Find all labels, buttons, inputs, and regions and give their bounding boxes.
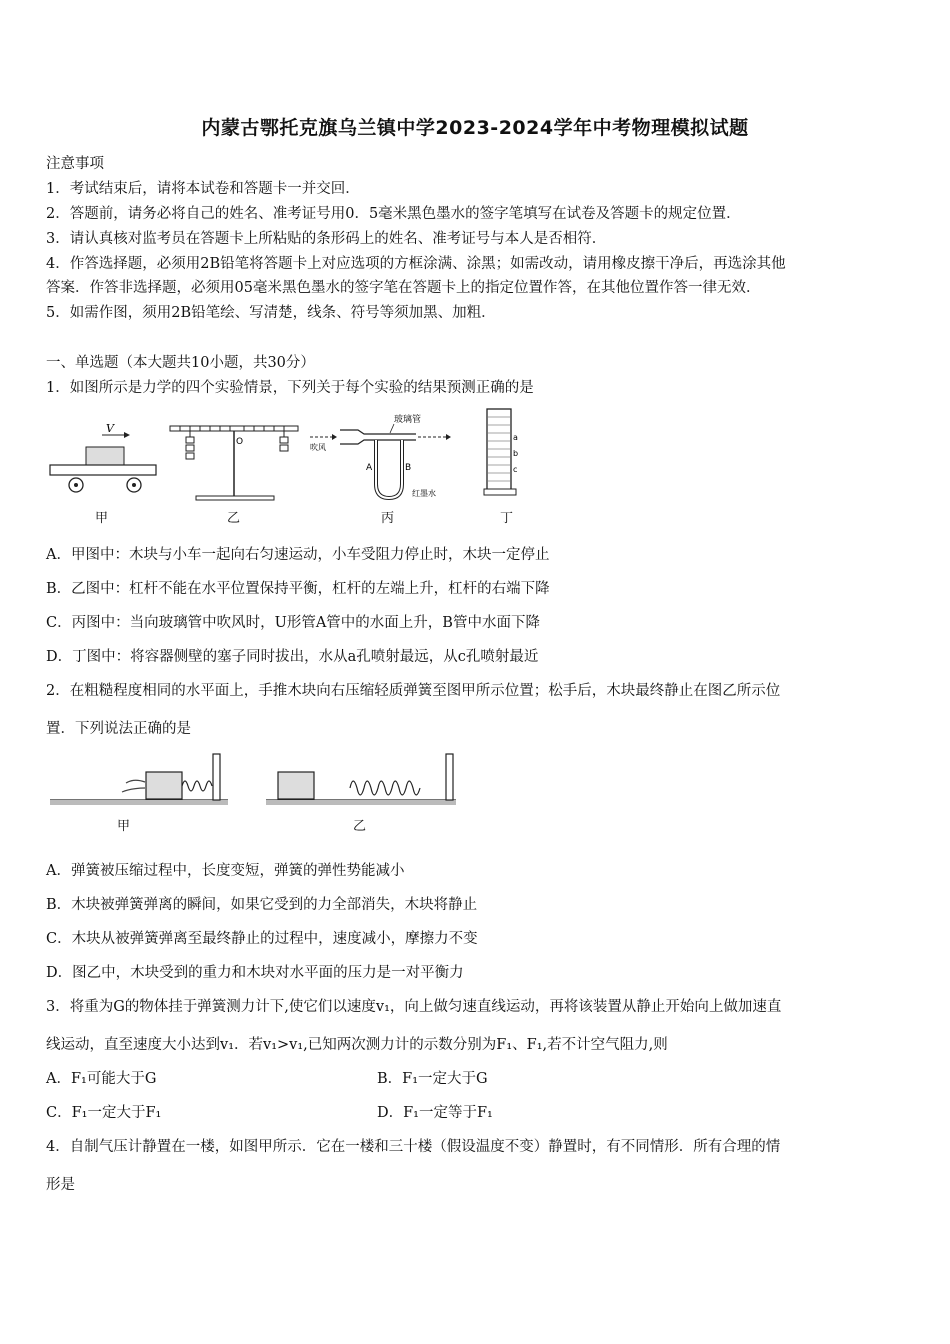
hole-c-label: c: [513, 465, 518, 474]
tube-b-label: B: [405, 463, 412, 473]
figure-label-ding: 丁: [500, 511, 514, 526]
hole-a-label: a: [513, 433, 518, 442]
note-item: 答案．作答非选择题，必须用05毫米黑色墨水的签字笔在答题卡上的指定位置作答，在其他位置作答一律无效．: [46, 280, 761, 296]
notes-heading: 注意事项: [46, 156, 104, 172]
figure-spring: [48, 748, 458, 810]
note-item: 4．作答选择题，必须用2B铅笔将答题卡上对应选项的方框涂满、涂黑；如需改动，请用橡皮擦干净后，再选涂其他: [46, 256, 786, 272]
q3-option-b: B．F₁一定大于G: [377, 1071, 488, 1087]
question-1-stem: 1．如图所示是力学的四个实验情景，下列关于每个实验的结果预测正确的是: [46, 380, 534, 396]
pivot-label: O: [236, 437, 244, 447]
figure-container: [480, 405, 530, 500]
figure-lever: [166, 404, 302, 504]
glass-tube-label: 玻璃管: [394, 415, 422, 425]
q2-option-c: C．木块从被弹簧弹离至最终静止的过程中，速度减小，摩擦力不变: [46, 931, 478, 947]
q2-option-b: B．木块被弹簧弹离的瞬间，如果它受到的力全部消失，木块将静止: [46, 897, 478, 913]
page-title: 内蒙古鄂托克旗乌兰镇中学2023-2024学年中考物理模拟试题: [201, 117, 749, 139]
tube-a-label: A: [366, 463, 373, 473]
q2-option-a: A．弹簧被压缩过程中，长度变短，弹簧的弹性势能减小: [46, 863, 405, 879]
question-3-stem: 3．将重为G的物体挂于弹簧测力计下,使它们以速度v₁，向上做匀速直线运动，再将该装置从静止开始向上做加速直: [46, 999, 782, 1015]
question-3-stem-cont: 线运动，直至速度大小达到v₁．若v₁>v₁,已知两次测力计的示数分别为F₁、F₁,若不计空气阻力,则: [46, 1037, 668, 1053]
figure-label-yi: 乙: [227, 511, 241, 526]
note-item: 3．请认真核对监考员在答题卡上所粘贴的条形码上的姓名、准考证号与本人是否相符．: [46, 231, 607, 247]
q2-option-d: D．图乙中，木块受到的重力和木块对水平面的压力是一对平衡力: [46, 965, 464, 981]
figure-u-tube: [306, 404, 456, 504]
figure-cart: [44, 405, 164, 497]
q3-option-a: A．F₁可能大于G: [46, 1071, 157, 1087]
q1-option-a: A．甲图中：木块与小车一起向右匀速运动，小车受阻力停止时，木块一定停止: [46, 547, 550, 563]
figure-label-yi-2: 乙: [353, 819, 367, 834]
question-4-stem: 4．自制气压计静置在一楼，如图甲所示．它在一楼和三十楼（假设温度不变）静置时，有不同情形．所有合理的情: [46, 1139, 781, 1155]
note-item: 1．考试结束后，请将本试卷和答题卡一并交回．: [46, 181, 360, 197]
hole-b-label: b: [513, 449, 519, 458]
question-2-stem-cont: 置．下列说法正确的是: [46, 721, 191, 737]
question-4-stem-cont: 形是: [46, 1177, 75, 1193]
q3-option-c: C．F₁一定大于F₁: [46, 1105, 162, 1121]
figure-label-jia-2: 甲: [117, 819, 131, 834]
figure-label-jia: 甲: [95, 511, 109, 526]
note-item: 5．如需作图，须用2B铅笔绘、写清楚，线条、符号等须加黑、加粗．: [46, 305, 496, 321]
figure-label-bing: 丙: [381, 511, 395, 526]
blow-label: 吹风: [310, 443, 326, 452]
question-2-stem: 2．在粗糙程度相同的水平面上，手推木块向右压缩轻质弹簧至图甲所示位置；松手后，木块最终静止在图乙所示位: [46, 683, 781, 699]
q1-option-c: C．丙图中：当向玻璃管中吹风时，U形管A管中的水面上升，B管中水面下降: [46, 615, 540, 631]
ink-label: 红墨水: [412, 489, 436, 498]
q1-option-d: D．丁图中：将容器侧壁的塞子同时拔出，水从a孔喷射最远，从c孔喷射最近: [46, 649, 539, 665]
note-item: 2．答题前，请务必将自己的姓名、准考证号用0．5毫米黑色墨水的签字笔填写在试卷及答题卡的规定位置．: [46, 206, 741, 222]
q3-option-d: D．F₁一定等于F₁: [377, 1105, 493, 1121]
section-heading: 一、单选题（本大题共10小题，共30分）: [46, 355, 315, 371]
q1-option-b: B．乙图中：杠杆不能在水平位置保持平衡，杠杆的左端上升，杠杆的右端下降: [46, 581, 550, 597]
velocity-label: V: [106, 422, 114, 435]
